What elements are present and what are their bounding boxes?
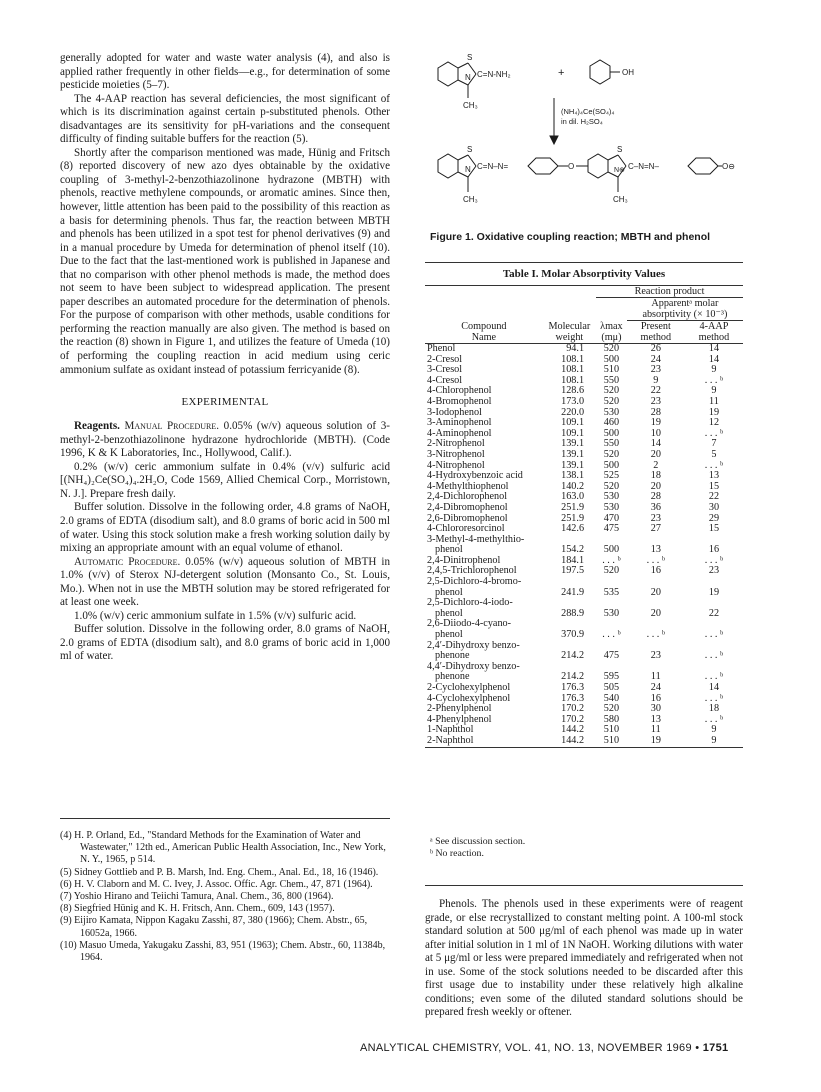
lambda-max-cell: 505 [603, 682, 620, 693]
compound-name-continued: phenone [435, 671, 470, 683]
page-footer [360, 1042, 728, 1054]
molecular-weight-cell: 108.1 [561, 353, 585, 365]
compound-name: 3-Nitrophenol [427, 448, 485, 460]
paragraph-automatic-procedure [60, 556, 390, 610]
molecular-weight-cell: 94.1 [566, 343, 585, 354]
compound-name: 2-Nitrophenol [427, 438, 485, 450]
reaction-scheme-figure [430, 50, 740, 235]
molecular-weight-cell: 109.1 [561, 427, 585, 439]
references-list [60, 830, 390, 964]
compound-name-cell [425, 736, 543, 747]
lambda-max-cell: 550 [603, 374, 620, 386]
apparent-absorptivity-header: Apparentᵃ molar absorptivity (× 10⁻³) [642, 298, 728, 320]
lambda-max-cell: 500 [603, 427, 620, 439]
methyl-label: CH₃ [463, 101, 478, 110]
acid-medium-label: in dil. H₂SO₄ [561, 117, 603, 126]
lambda-max-cell: 500 [603, 459, 620, 471]
compound-name: 2,5-Dichloro-4-bromo- [427, 576, 522, 588]
aap-method-cell: 15 [708, 523, 720, 535]
molecular-weight-cell: 288.9 [561, 607, 585, 619]
aap-method-cell: 9 [711, 385, 717, 397]
table-top-divider [425, 262, 743, 263]
paragraph-buffer-manual: Buffer solution. Dissolve in the following order, 4.8 grams of NaOH, 2.0 grams of EDTA (disodium salt), and 8.0 grams of boric acid in 500 ml of water. Using this stock solution make a fresh working solution daily by mixing an appropriate amount with an equal volume of ethanol. [60, 501, 390, 555]
compound-name-cell [425, 344, 543, 355]
journal-citation: ANALYTICAL CHEMISTRY, VOL. 41, NO. 13, NOVEMBER 1969 • [360, 1042, 700, 1054]
millimicron-header: (mμ) [596, 332, 627, 344]
aap-method-cell: 7 [711, 438, 717, 450]
compound-name: 2-Naphthol [427, 734, 474, 746]
reference-item: (7) Yoshio Hirano and Teiichi Tamura, Anal. Chem., 36, 800 (1964). [60, 891, 334, 903]
present-method-subheader: method [627, 332, 685, 344]
page-number: 1751 [702, 1042, 729, 1054]
aap-method-cell: 23 [708, 565, 720, 577]
ether-oxygen-label: O [568, 162, 575, 171]
product-nitrogen-label: N [465, 165, 471, 174]
compound-name: 4-Chlorophenol [427, 385, 492, 397]
compound-name: 2,4-Dichlorophenol [427, 491, 508, 503]
automatic-procedure-label: Automatic Procedure. [74, 555, 181, 568]
molecular-weight-cell: 370.9 [561, 629, 585, 641]
lambda-max-cell: 540 [603, 692, 620, 704]
compound-name: 2,4-Dibromophenol [427, 501, 508, 513]
molecular-weight-cell: 142.6 [561, 523, 585, 535]
paragraph-intro-continued: generally adopted for water and waste water analysis (4), and also is applied rather frequently in other fields—e.g., for determination of some pesticide moieties (5–7). [60, 52, 390, 92]
compound-name-cell [425, 535, 543, 556]
present-method-cell: 28 [650, 406, 661, 418]
compound-name: 2-Cresol [427, 353, 463, 365]
compound-name: 2,4-Dinitrophenol [427, 554, 501, 566]
compound-name-cell [425, 619, 543, 640]
present-method-cell: 28 [650, 491, 661, 503]
compound-name: 2-Cyclohexylphenol [427, 682, 511, 693]
reference-item: (9) Eijiro Kamata, Nippon Kagaku Zasshi, 87, 380 (1966); Chem. Abstr., 65, 16052a, 1966. [60, 915, 368, 939]
product-sulfur-right: S [617, 145, 623, 154]
present-method-cell: 2 [653, 459, 659, 471]
nitrogen-label: N [465, 73, 471, 82]
molecular-weight-cell: 184.1 [561, 554, 585, 566]
present-method-cell: 26 [650, 343, 661, 354]
lambda-max-cell: 510 [603, 724, 620, 736]
molecular-weight-cell: 109.1 [561, 417, 585, 429]
lambda-max-cell: 520 [603, 703, 620, 715]
present-method-cell: 23 [650, 650, 661, 662]
name-header: Name [425, 332, 543, 344]
section-heading-experimental: EXPERIMENTAL [181, 396, 269, 409]
plus-sign: + [558, 67, 565, 79]
aap-method-cell: . . . ᵇ [704, 629, 724, 641]
compound-name-continued: phenol [435, 544, 463, 556]
weight-header: weight [543, 332, 596, 344]
compound-name: 4-Nitrophenol [427, 459, 485, 471]
molecular-weight-cell: 139.1 [561, 448, 585, 460]
table-row [425, 577, 743, 598]
lambda-max-cell: . . . ᵇ [602, 629, 621, 641]
table-row [425, 736, 743, 747]
present-method-header: Present [627, 321, 685, 333]
table-row [425, 397, 743, 408]
aap-method-header: 4-AAP [685, 321, 743, 333]
present-method-cell: 11 [650, 671, 661, 683]
molecular-weight-cell: 154.2 [561, 544, 585, 556]
lambda-max-cell: 525 [603, 470, 620, 482]
molecular-weight-cell: 251.9 [561, 501, 585, 513]
present-method-cell: 20 [650, 607, 661, 619]
table-row [425, 641, 743, 662]
reference-item: (10) Masuo Umeda, Yakugaku Zasshi, 83, 951 (1963); Chem. Abstr., 60, 11384b, 1964. [60, 939, 386, 964]
aap-method-cell: 14 [708, 343, 720, 354]
present-method-cell: 19 [650, 417, 661, 429]
lambda-max-cell: 520 [603, 395, 620, 407]
compound-name-cell [425, 503, 543, 514]
aap-method-cell: 22 [708, 491, 720, 503]
oxidant-label: (NH₄)₄Ce(SO₄)₄ [561, 107, 615, 116]
present-method-cell: 10 [650, 427, 661, 439]
aap-method-cell: 30 [708, 501, 720, 513]
product-methyl-right: CH₃ [613, 195, 628, 204]
molecular-weight-cell: 170.2 [561, 703, 585, 715]
aap-method-cell: 12 [708, 417, 720, 429]
compound-name-cell [425, 662, 543, 683]
figure-caption: Figure 1. Oxidative coupling reaction; MBTH and phenol [430, 231, 711, 243]
molecular-weight-cell: 144.2 [543, 736, 596, 747]
molecular-weight-cell: 140.2 [561, 480, 585, 492]
molecular-weight-cell: 138.1 [561, 470, 585, 482]
lambda-max-cell: 520 [603, 480, 620, 492]
reference-item: (5) Sidney Gottlieb and P. B. Marsh, Ind. Eng. Chem., Anal. Ed., 18, 16 (1946). [60, 866, 379, 878]
manual-procedure-text: 0.05% (w/v) aqueous solution of 3-methyl-2-benzothiazolinone hydrazone hydrochloride (MBTH). (Code 1996, K & K Laboratories, Inc., Hollywood, Calif.). [60, 420, 390, 460]
compound-name-cell [425, 450, 543, 461]
lambda-max-cell: 520 [603, 385, 620, 397]
lambda-max-cell: 520 [603, 448, 620, 460]
molecular-weight-cell: 220.0 [561, 406, 585, 418]
lambda-max-cell: 535 [603, 586, 620, 598]
present-method-cell: 23 [650, 395, 661, 407]
lambda-max-cell: 500 [603, 353, 620, 365]
compound-name: 3-Aminophenol [427, 417, 492, 429]
reagents-label: Reagents. [74, 420, 120, 433]
molecular-weight-cell: 251.9 [561, 512, 585, 524]
table-row [425, 535, 743, 556]
molecular-weight-cell: 108.1 [561, 374, 585, 386]
reaction-product-header: Reaction product [596, 286, 743, 298]
aap-method-cell: . . . ᵇ [704, 459, 724, 471]
compound-name: 4,4′-Dihydroxy benzo- [427, 660, 520, 672]
compound-header: Compound [461, 321, 507, 332]
table-row [425, 365, 743, 376]
aap-method-cell: 22 [708, 607, 720, 619]
present-method-cell: 22 [650, 385, 661, 397]
table-row [425, 662, 743, 683]
present-method-cell: 13 [650, 713, 661, 725]
lambda-max-cell: . . . ᵇ [602, 554, 621, 566]
present-method-cell: 20 [650, 586, 661, 598]
lambda-max-header: λmax [600, 321, 623, 332]
compound-name: 4-Cresol [427, 374, 463, 386]
footnote-b: ᵇ No reaction. [430, 847, 484, 859]
table-row [425, 450, 743, 461]
hydrazone-label: C=N-NH₂ [477, 70, 511, 79]
aap-method-cell: 9 [711, 364, 717, 376]
compound-name: 3-Cresol [427, 364, 463, 376]
aap-method-cell: 13 [708, 470, 720, 482]
compound-name: 2,5-Dichloro-4-iodo- [427, 597, 513, 609]
lambda-max-cell: 595 [603, 671, 620, 683]
molecular-weight-cell: 176.3 [561, 692, 585, 704]
aap-method-cell: 14 [708, 682, 720, 693]
compound-name-cell [425, 577, 543, 598]
present-method-cell: 20 [650, 480, 661, 492]
compound-name: 4-Chlororesorcinol [427, 523, 505, 535]
phenols-section [425, 898, 743, 1020]
lambda-max-cell: 580 [603, 713, 620, 725]
footnote-a: ᵃ See discussion section. [430, 836, 526, 847]
molecular-weight-cell: 108.1 [561, 364, 585, 376]
hydroxyl-label: OH [622, 68, 634, 77]
compound-name: 2,6-Diiodo-4-cyano- [427, 618, 512, 630]
compound-name: 3-Methyl-4-methylthio- [427, 533, 525, 545]
molecular-weight-cell: 241.9 [561, 586, 585, 598]
aap-method-cell: 19 [708, 586, 720, 598]
compound-name: 4-Phenylphenol [427, 713, 492, 725]
lambda-max-cell: 470 [603, 512, 620, 524]
molar-absorptivity-table [425, 285, 743, 748]
table-row [425, 683, 743, 694]
present-method-cell: 9 [653, 374, 659, 386]
paragraph-phenols: Phenols. The phenols used in these experiments were of reagent grade, or else recrystallized to constant melting point. A 100-ml stock standard solution at 500 μg/ml of each phenol was made up in water after initial solution in 1 ml of 1N NaOH. Working dilutions with water at 5 μg/ml or less were prepared immediately and refrigerated when not in use. Some of the stock solutions needed to be discarded after this first usage due to instability under these relatively high alkaline conditions; even some of the diluted standard solutions should be prepared fresh weekly or oftener. [425, 898, 743, 1019]
table-row [425, 344, 743, 355]
lambda-max-cell: 530 [603, 406, 620, 418]
aap-method-cell: 16 [708, 544, 720, 556]
aap-method-cell: . . . ᵇ [704, 650, 724, 662]
present-method-cell: 16 [650, 692, 661, 704]
present-method-cell: 19 [627, 736, 685, 747]
compound-name: 4-Methylthiophenol [427, 480, 509, 492]
aap-method-cell: 9 [685, 736, 743, 747]
molecular-weight-cell: 197.5 [561, 565, 585, 577]
paragraph-4aap-deficiencies: The 4-AAP reaction has several deficiencies, the most significant of which is its discrimination against certain p-substituted phenols. Other disadvantages are its sensitivity for pH-variations and the consequent difficulty of finding suitable buffers for the reaction (5). [60, 92, 390, 146]
quaternary-nitrogen-label: N⊕ [614, 167, 625, 174]
lambda-max-cell: 475 [603, 523, 620, 535]
compound-name-continued: phenone [435, 650, 470, 662]
compound-name: 4-Hydroxybenzoic acid [427, 470, 523, 482]
present-method-cell: 13 [650, 544, 661, 556]
table-row [425, 503, 743, 514]
table-footnotes [430, 836, 525, 859]
molecular-weight-cell: 163.0 [561, 491, 585, 503]
aap-method-cell: . . . ᵇ [704, 671, 724, 683]
aap-method-cell: . . . ᵇ [704, 713, 724, 725]
present-method-cell: 30 [650, 703, 661, 715]
molecular-weight-cell: 214.2 [561, 671, 585, 683]
paragraph-ceric-manual: 0.2% (w/v) ceric ammonium sulfate in 0.4% (v/v) sulfuric acid [(NH₄)₂Ce(SO₄)₄.2H₂O, Code 1569, Allied Chemical Corp., Morristown, N. J.]. Prepare fresh daily. [60, 460, 390, 500]
aap-method-cell: 11 [709, 395, 719, 407]
table-bottom-divider [425, 885, 743, 886]
molecular-weight-cell: 170.2 [561, 713, 585, 725]
left-column [60, 52, 390, 664]
manual-procedure-label: Manual Procedure. [124, 420, 220, 433]
paragraph-buffer-automatic: Buffer solution. Dissolve in the following order, 8.0 grams of NaOH, 2.0 grams of EDTA (disodium salt), and 8.0 grams of boric acid in 1,000 ml of water. [60, 623, 390, 663]
present-method-cell: 36 [650, 501, 661, 513]
table-row [425, 619, 743, 640]
aap-method-cell: . . . ᵇ [704, 427, 724, 439]
lambda-max-cell: 510 [603, 364, 620, 376]
compound-name-continued: phenol [435, 607, 463, 619]
compound-name-cell [425, 683, 543, 694]
aap-method-cell: . . . ᵇ [704, 692, 724, 704]
compound-name: Phenol [427, 343, 456, 354]
reference-item: (8) Siegfried Hünig and K. H. Fritsch, Ann. Chem., 609, 143 (1957). [60, 903, 335, 915]
molecular-weight-cell: 139.1 [561, 438, 585, 450]
present-method-cell: 24 [650, 682, 661, 693]
reference-item: (4) H. P. Orland, Ed., "Standard Methods for the Examination of Water and Wastewater," 12th ed., American Public Health Association, Inc., New York, N. Y., 1965, p 514. [60, 830, 386, 866]
present-method-cell: 14 [650, 438, 661, 450]
present-method-cell: 23 [650, 512, 661, 524]
paragraph-mbth-background: Shortly after the comparison mentioned was made, Hünig and Fritsch (8) reported discovery of new azo dyes obtainable by the oxidative coupling of 3-methyl-2-benzothiazolinone hydrazone (MBTH) with phenols, reactive methylene compounds, or aromatic amines. Since then, however, little attention has been paid to the possibility of this reaction as a basis for determining phenols. Thus far, the reaction between MBTH and phenols has been utilized in a spot test for phenol derivatives (9) and in a manual procedure by Umeda for determination of phenol itself (10). Due to the fact that the last-mentioned work is published in Japanese and that no comparison with other phenol methods is made, the method does not seem to have been subject to widespread application. The present paper describes an automated procedure for the determination of phenols. For the purpose of comparison with other methods, usable conditions for performing the reaction manually are also given. The method is based on the reaction (8) shown in Figure 1, and utilizes the feature of Umeda (10) of performing the coupling reaction in acid medium using ceric ammonium sulfate as oxidant instead of potassium ferricyanide (8). [60, 146, 390, 376]
compound-name-continued: phenol [435, 586, 463, 598]
table-row [425, 598, 743, 619]
present-method-cell: . . . ᵇ [646, 554, 666, 566]
paragraph-reagents-manual [60, 420, 390, 461]
compound-name-cell [425, 397, 543, 408]
compound-name: 4-Aminophenol [427, 427, 492, 439]
aap-method-cell: 9 [711, 724, 717, 736]
paragraph-ceric-automatic: 1.0% (w/v) ceric ammonium sulfate in 1.5% (v/v) sulfuric acid. [74, 609, 357, 622]
compound-name: 1-Naphthol [427, 724, 474, 736]
compound-name: 2,4,5-Trichlorophenol [427, 565, 517, 577]
compound-name: 3-Iodophenol [427, 406, 482, 418]
present-method-cell: 27 [650, 523, 661, 535]
aap-method-cell: 15 [708, 480, 720, 492]
molecular-weight-cell: 176.3 [561, 682, 585, 693]
molecular-header: Molecular [548, 321, 591, 332]
product-methyl-left: CH₃ [463, 195, 478, 204]
compound-name-continued: phenol [435, 629, 463, 641]
table-title: Table I. Molar Absorptivity Values [502, 268, 666, 280]
present-method-cell: 16 [650, 565, 661, 577]
aap-method-cell: 19 [708, 406, 720, 418]
present-method-cell: 18 [650, 470, 661, 482]
present-method-cell: . . . ᵇ [646, 629, 666, 641]
lambda-max-cell: 520 [603, 343, 620, 354]
references-divider [60, 818, 390, 819]
lambda-max-cell: 530 [603, 501, 620, 513]
molecular-weight-cell: 144.2 [561, 724, 585, 736]
lambda-max-cell: 530 [603, 607, 620, 619]
lambda-max-cell: 475 [603, 650, 620, 662]
present-method-cell: 20 [650, 448, 661, 460]
molecular-weight-cell: 128.6 [561, 385, 585, 397]
azo-left-label: C=N–N= [477, 162, 509, 171]
lambda-max-cell: 500 [603, 544, 620, 556]
compound-name: 2,6-Dibromophenol [427, 512, 508, 524]
aap-method-cell: 14 [708, 353, 720, 365]
automatic-procedure-text: 0.05% (w/v) aqueous solution of MBTH in 1.0% (v/v) of Sterox NJ-detergent solution (Monsanto Co., St. Louis, Mo.). When not in use the MBTH solution may be stored refrigerated for at least one week. [60, 555, 391, 609]
phenoxide-label: O⊖ [722, 162, 735, 171]
table-row [425, 355, 743, 366]
compound-name: 2-Phenylphenol [427, 703, 492, 715]
molecular-weight-cell: 214.2 [561, 650, 585, 662]
molecular-weight-cell: 139.1 [561, 459, 585, 471]
present-method-cell: 23 [650, 364, 661, 376]
compound-name: 4-Bromophenol [427, 395, 492, 407]
product-sulfur-label: S [467, 145, 473, 154]
lambda-max-cell: 510 [596, 736, 627, 747]
aap-method-cell: 18 [708, 703, 720, 715]
azo-right-label: C–N=N– [628, 162, 659, 171]
compound-name: 2,4′-Dihydroxy benzo- [427, 639, 520, 651]
aap-method-subheader: method [685, 332, 743, 344]
aap-method-cell: 5 [711, 448, 717, 460]
sulfur-label: S [467, 53, 473, 62]
aap-method-cell: . . . ᵇ [704, 554, 724, 566]
lambda-max-cell: 460 [603, 417, 620, 429]
reference-item: (6) H. V. Claborn and M. C. Ivey, J. Assoc. Offic. Agr. Chem., 47, 871 (1964). [60, 878, 373, 890]
aap-method-cell: 29 [708, 512, 720, 524]
compound-name-cell [425, 641, 543, 662]
compound-name: 4-Cyclohexylphenol [427, 692, 511, 704]
compound-name-cell [425, 598, 543, 619]
present-method-cell: 24 [650, 353, 661, 365]
molecular-weight-cell: 173.0 [561, 395, 585, 407]
present-method-cell: 11 [650, 724, 661, 736]
lambda-max-cell: 550 [603, 438, 620, 450]
aap-method-cell: . . . ᵇ [704, 374, 724, 386]
lambda-max-cell: 520 [603, 565, 620, 577]
lambda-max-cell: 530 [603, 491, 620, 503]
